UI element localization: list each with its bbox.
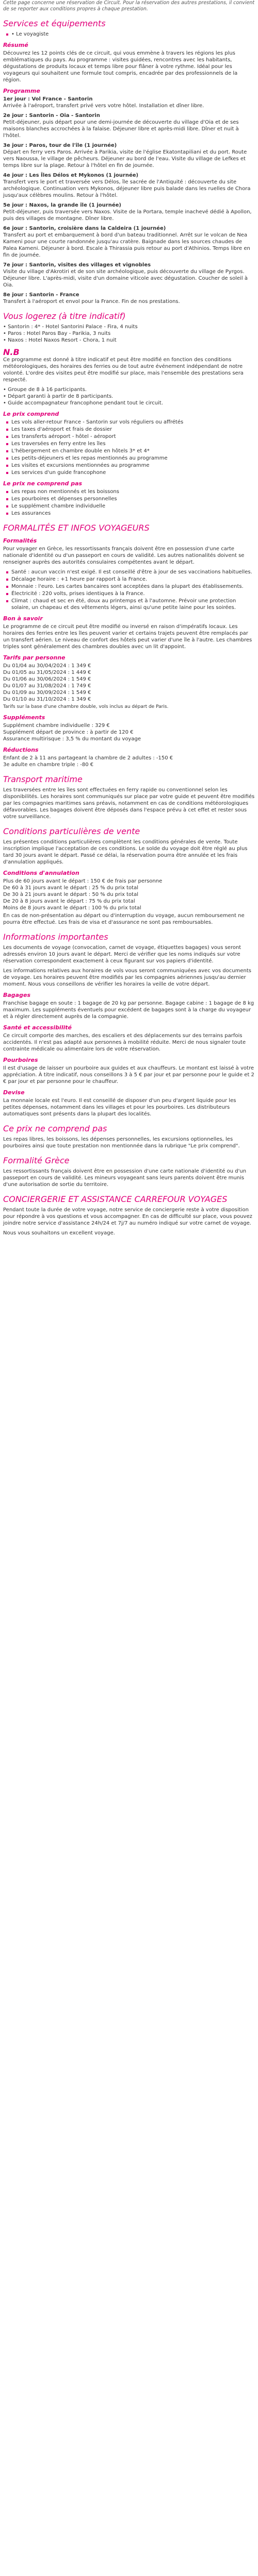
- ce-prix-item: Les transferts aéroport - hôtel - aéroport: [11, 433, 255, 440]
- program-day: [3, 225, 255, 259]
- nature-title: Ce prix ne comprend pas: [3, 1124, 107, 1133]
- program-day: [3, 172, 255, 199]
- program-day-title: 6e jour : Santorin, croisière dans la Caldeira (1 journée): [3, 226, 166, 231]
- program-day-text: Petit-déjeuner, puis traversée vers Naxos. Visite de la Portara, temple inachevé dédié à Apollon, puis des villages de montagne. Dîner libre.: [3, 209, 252, 222]
- annulation-line: De 20 à 8 jours avant le départ : 75 % du prix total: [3, 899, 135, 904]
- info-list: [3, 324, 255, 344]
- formalites-item: Électricité : 220 volts, prises identiques à la France.: [11, 590, 255, 597]
- annulation-line: De 30 à 21 jours avant le départ : 50 % du prix total: [3, 892, 138, 897]
- formalites-subtitle: Formalités: [3, 537, 37, 544]
- ne-comprend-title: Le prix ne comprend pas: [3, 480, 83, 487]
- formalites-item: Décalage horaire : +1 heure par rapport à la France.: [11, 576, 255, 583]
- program-day: [3, 292, 255, 305]
- conciergerie-text-2: Nous vous souhaitons un excellent voyage.: [3, 1230, 115, 1236]
- formalites-title: FORMALITÉS ET INFOS VOYAGEURS: [3, 523, 150, 533]
- ne-comprend-item: Les assurances: [11, 510, 255, 517]
- supplements-list: [3, 722, 255, 742]
- program-day-title: 2e jour : Santorin - Oia - Santorin: [3, 113, 100, 118]
- supplement-line: Supplément départ de province : à partir de 120 €: [3, 730, 134, 735]
- formule-title: Formalité Grèce: [3, 1156, 70, 1165]
- reductions-title: Réductions: [3, 747, 39, 753]
- program-day: [3, 112, 255, 139]
- nb-title: N.B: [3, 347, 20, 357]
- devise-text: La monnaie locale est l'euro. Il est conseillé de disposer d'un peu d'argent liquide pour les petites dépenses, notamment dans les villages et pour les pourboires. Les distributeurs automatiques sont présents dans la plupart des localités.: [3, 1098, 236, 1117]
- ce-prix-item: Les traversées en ferry entre les îles: [11, 440, 255, 447]
- ne-comprend-list: [3, 488, 255, 517]
- conciergerie-text: Pendant toute la durée de votre voyage, notre service de conciergerie reste à votre disposition pour répondre à vos questions et vous accompagner. En cas de difficulté sur place, vous pouvez joindre notre service d'assistance 24h/24 et 7j/7 au numéro indiqué sur votre carnet de voyage.: [3, 1207, 252, 1226]
- info-line: • Naxos : Hotel Naxos Resort - Chora, 1 nuit: [3, 337, 117, 343]
- reduction-line: 3e adulte en chambre triple : -80 €: [3, 762, 94, 768]
- info-line: • Santorin : 4* - Hotel Santorini Palace - Fira, 4 nuits: [3, 324, 138, 330]
- bon-savoir-title: Bon à savoir: [3, 615, 43, 622]
- program-day-text: Transfert au port et embarquement à bord d'un bateau traditionnel. Arrêt sur le volcan de Nea Kameni pour une courte randonnée jusqu'au cratère. Baignade dans les sources chaudes de Palea Kameni. Déjeuner à bord. Escale à Thirassia puis retour au port d'Athinios. Temps libre en fin de journée.: [3, 232, 250, 258]
- tarif-line: Du 01/07 au 31/08/2024 : 1 749 €: [3, 683, 91, 689]
- conciergerie-title: CONCIERGERIE ET ASSISTANCE CARREFOUR VOYAGES: [3, 1194, 228, 1204]
- nb-list: [3, 386, 255, 406]
- tarifs-title: Tarifs par personne: [3, 654, 66, 661]
- program-day-title: 7e jour : Santorin, visites des villages et vignobles: [3, 262, 151, 268]
- transport-title: Transport maritime: [3, 774, 83, 784]
- ce-prix-list: [3, 419, 255, 476]
- annulation-list: [3, 878, 255, 911]
- conditions-text: Les présentes conditions particulières complètent les conditions générales de vente. Toute inscription implique l'acceptation de ces conditions. Le solde du voyage doit être réglé au plus tard 30 jours avant le départ. Passé ce délai, la réservation pourra être annulée et les frais d'annulation appliqués.: [3, 839, 248, 865]
- tarif-line: Du 01/09 au 30/09/2024 : 1 549 €: [3, 690, 91, 696]
- program-day-title: 8e jour : Santorin - France: [3, 292, 79, 298]
- tarif-line: Du 01/10 au 31/10/2024 : 1 349 €: [3, 697, 91, 702]
- program-day-title: 5e jour : Naxos, la grande île (1 journée): [3, 202, 121, 208]
- formalites-item: Climat : chaud et sec en été, doux au printemps et à l'automne. Prévoir une protection solaire, un chapeau et des vêtements légers, ainsi qu'une petite laine pour les soirées.: [11, 598, 255, 611]
- formule-text: Les ressortissants français doivent être en possession d'une carte nationale d'identité ou d'un passeport en cours de validité. Les mineurs voyageant sans leurs parents doivent être munis d'une autorisation de sortie du territoire.: [3, 1168, 247, 1188]
- bagages-text: Franchise bagage en soute : 1 bagage de 20 kg par personne. Bagage cabine : 1 bagage de 8 kg maximum. Les suppléments éventuels pour excédent de bagages sont à la charge du voyageur et à régler directement auprès de la compagnie.: [3, 1001, 254, 1020]
- important-title: Informations importantes: [3, 932, 108, 942]
- program-day-text: Petit-déjeuner, puis départ pour une demi-journée de découverte du village d'Oia et de ses maisons blanches accrochées à la falaise. Déjeuner libre et après-midi libre. Dîner et nuit à l'hôtel.: [3, 120, 239, 139]
- reduction-line: Enfant de 2 à 11 ans partageant la chambre de 2 adultes : -150 €: [3, 755, 173, 761]
- top-note: Cette page concerne une réservation de Circuit. Pour la réservation des autres prestations, il convient de se reporter aux conditions propres à chaque prestation.: [3, 0, 255, 12]
- program-day-title: 3e jour : Paros, tour de l'île (1 journée): [3, 143, 117, 148]
- program-day: [3, 202, 255, 222]
- ne-comprend-item: Les pourboires et dépenses personnelles: [11, 496, 255, 502]
- program-day-text: Transfert vers le port et traversée vers Délos, île sacrée de l'Antiquité : découverte du site archéologique. Continuation vers Mykonos, déjeuner libre puis balade dans les ruelles de Chora jusqu'aux célèbres moulins. Retour à l'hôtel.: [3, 179, 251, 198]
- devise-title: Devise: [3, 1089, 25, 1096]
- program-day-title: 4e jour : Les Îles Délos et Mykonos (1 journée): [3, 173, 139, 178]
- important-text: Les documents de voyage (convocation, carnet de voyage, étiquettes bagages) vous seront adressés environ 10 jours avant le départ. Merci de vérifier que les noms indiqués sur votre réservation correspondent exactement à ceux figurant sur vos papiers d'identité.: [3, 945, 241, 964]
- ce-prix-item: Les services d'un guide francophone: [11, 469, 255, 476]
- ce-prix-item: Les taxes d'aéroport et frais de dossier: [11, 426, 255, 433]
- tarif-line: Du 01/05 au 31/05/2024 : 1 449 €: [3, 670, 91, 675]
- formalites-item: Santé : aucun vaccin n'est exigé. Il est conseillé d'être à jour de ses vaccinations habituelles.: [11, 569, 255, 575]
- sante-title: Santé et accessibilité: [3, 1024, 72, 1031]
- nb-item: • Départ garanti à partir de 8 participants.: [3, 394, 114, 399]
- conditions-title: Conditions particulières de vente: [3, 826, 140, 836]
- important-text-2: Les informations relatives aux horaires de vols vous seront communiquées avec vos documents de voyage. Les horaires peuvent être modifiés par les compagnies aériennes jusqu'au dernier moment. Nous vous conseillons de vérifier les horaires la veille de votre départ.: [3, 968, 251, 987]
- bagages-title: Bagages: [3, 992, 30, 998]
- info-title: Vous logerez (à titre indicatif): [3, 311, 126, 321]
- formalites-item: Monnaie : l'euro. Les cartes bancaires sont acceptées dans la plupart des établissements.: [11, 583, 255, 590]
- supplements-title: Suppléments: [3, 714, 45, 721]
- program-title: Programme: [3, 88, 40, 94]
- program-list: [3, 96, 255, 305]
- reductions-list: [3, 755, 255, 768]
- annulation-note: En cas de non-présentation au départ ou d'interruption du voyage, aucun remboursement ne pourra être effectué. Les frais de visa et d'assurance ne sont pas remboursables.: [3, 913, 245, 925]
- resume-title: Résumé: [3, 42, 28, 48]
- program-day: [3, 96, 255, 109]
- program-day-text: Arrivée à l'aéroport, transfert privé vers votre hôtel. Installation et dîner libre.: [3, 103, 204, 109]
- ce-prix-item: L'hébergement en chambre double en hôtels 3* et 4*: [11, 448, 255, 454]
- services-title: Services et équipements: [3, 19, 106, 28]
- program-day: [3, 262, 255, 289]
- program-day-text: Visite du village d'Akrotiri et de son site archéologique, puis découverte du village de Pyrgos. Déjeuner libre. L'après-midi, visite d'un domaine viticole avec dégustation. Coucher de soleil à Oia.: [3, 269, 248, 288]
- annulation-line: De 60 à 31 jours avant le départ : 25 % du prix total: [3, 885, 138, 891]
- tarifs-list: [3, 663, 255, 703]
- supplement-line: Supplément chambre individuelle : 329 €: [3, 723, 110, 728]
- formalites-list: [3, 569, 255, 611]
- program-day-text: Départ en ferry vers Paros. Arrivée à Parikia, visite de l'église Ekatontapiliani et du port. Route vers Naoussa, le village de pêcheurs. Déjeuner au bord de l'eau. Visite du village de Lefkes et temps libre sur la plage. Retour à l'hôtel en fin de journée.: [3, 149, 247, 168]
- nb-item: • Guide accompagnateur francophone pendant tout le circuit.: [3, 400, 163, 406]
- ce-prix-item: Les visites et excursions mentionnées au programme: [11, 462, 255, 469]
- info-line: • Paros : Hotel Paros Bay - Parikia, 3 nuits: [3, 331, 111, 336]
- program-day-title: 1er jour : Vol France - Santorin: [3, 96, 93, 102]
- services-list: [3, 31, 255, 38]
- annulation-line: Plus de 60 jours avant le départ : 150 € de frais par personne: [3, 878, 163, 884]
- annulation-title: Conditions d'annulation: [3, 870, 79, 876]
- ce-prix-title: Le prix comprend: [3, 411, 59, 417]
- tarif-line: Du 01/04 au 30/04/2024 : 1 349 €: [3, 663, 91, 669]
- formalites-text: Pour voyager en Grèce, les ressortissants français doivent être en possession d'une carte nationale d'identité ou d'un passeport en cours de validité. Les autres nationalités doivent se renseigner auprès des autorités consulaires compétentes avant le départ.: [3, 546, 245, 565]
- sante-text: Ce circuit comporte des marches, des escaliers et des déplacements sur des terrains parfois accidentés. Il n'est pas adapté aux personnes à mobilité réduite. Merci de nous signaler toute contrainte médicale ou alimentaire lors de votre réservation.: [3, 1033, 246, 1052]
- nb-text: Ce programme est donné à titre indicatif et peut être modifié en fonction des conditions météorologiques, des horaires des ferries ou de tout autre événement indépendant de notre volonté. L'ordre des visites peut être modifié sur place, mais l'ensemble des prestations sera respecté.: [3, 357, 244, 383]
- ce-prix-item: Les vols aller-retour France - Santorin sur vols réguliers ou affrétés: [11, 419, 255, 426]
- supplement-line: Assurance multirisque : 3,5 % du montant du voyage: [3, 736, 141, 742]
- nb-item: • Groupe de 8 à 16 participants.: [3, 387, 87, 393]
- pourboires-text: Il est d'usage de laisser un pourboire aux guides et aux chauffeurs. Le montant est laissé à votre appréciation. À titre indicatif, nous conseillons 3 à 5 € par jour et par personne pour le guide et 2 € par jour et par personne pour le chauffeur.: [3, 1065, 254, 1084]
- transport-text: Les traversées entre les îles sont effectuées en ferry rapide ou conventionnel selon les disponibilités. Les horaires sont communiqués sur place par votre guide et peuvent être modifiés par les compagnies maritimes sans préavis, notamment en cas de conditions météorologiques défavorables. Les bagages doivent être déposés dans l'espace prévu à cet effet et rester sous votre surveillance.: [3, 787, 255, 820]
- program-day: [3, 142, 255, 169]
- ne-comprend-item: Les repas non mentionnés et les boissons: [11, 488, 255, 495]
- tarif-line: Du 01/06 au 30/06/2024 : 1 549 €: [3, 676, 91, 682]
- program-day-text: Transfert à l'aéroport et envol pour la France. Fin de nos prestations.: [3, 299, 180, 304]
- tarifs-note: Tarifs sur la base d'une chambre double, vols inclus au départ de Paris.: [3, 704, 169, 709]
- pourboires-title: Pourboires: [3, 1057, 38, 1063]
- annulation-line: Moins de 8 jours avant le départ : 100 % du prix total: [3, 905, 141, 911]
- ce-prix-item: Les petits-déjeuners et les repas mentionnés au programme: [11, 455, 255, 462]
- resume-text: Découvrez les 12 points clés de ce circuit, qui vous emmène à travers les régions les plus emblématiques du pays. Au programme : visites guidées, rencontres avec les habitants, dégustations de produits locaux et temps libre pour flâner à votre rythme. Idéal pour les voyageurs qui souhaitent une formule tout compris, encadrée par des professionnels de la région.: [3, 50, 238, 83]
- ne-comprend-item: Le supplément chambre individuelle: [11, 503, 255, 510]
- page: [0, 0, 258, 1236]
- services-item: • Le voyagiste: [11, 31, 255, 38]
- bon-savoir-text: Le programme de ce circuit peut être modifié ou inversé en raison d'impératifs locaux. Les horaires des ferries entre les îles peuvent varier et certains trajets peuvent être remplacés par un transfert aérien. Le niveau de confort des hôtels peut varier d'une île à l'autre. Les chambres triples sont généralement des chambres doubles avec un lit d'appoint.: [3, 624, 252, 650]
- nature-text: Les repas libres, les boissons, les dépenses personnelles, les excursions optionnelles, les pourboires ainsi que toute prestation non mentionnée dans la rubrique "Le prix comprend".: [3, 1137, 240, 1149]
